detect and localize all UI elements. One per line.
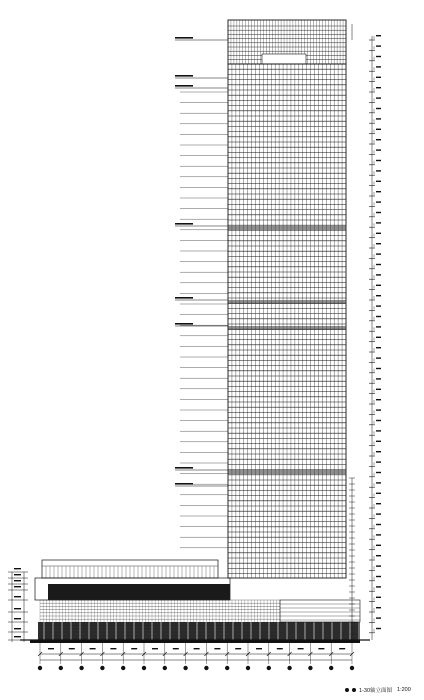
dim-label-glyph	[376, 305, 381, 306]
grid-dim-label-glyph	[194, 648, 200, 649]
grid-dim-label-glyph	[339, 648, 345, 649]
axis-bubble-icon	[204, 666, 208, 670]
dim-label-glyph	[376, 472, 381, 473]
dim-label-glyph	[376, 222, 381, 223]
grid-dim-label-glyph	[173, 648, 179, 649]
axis-bubble-icon	[287, 666, 291, 670]
level-marker-tag	[175, 75, 193, 77]
drawing-title-block	[345, 684, 411, 696]
axis-bubble-icon	[163, 666, 167, 670]
level-marker-tag	[175, 223, 193, 225]
axis-bubble-icon	[329, 666, 333, 670]
axis-bubble-icon	[267, 666, 271, 670]
axis-bubble-icon	[142, 666, 146, 670]
podium-ground-glazing	[38, 622, 360, 640]
crown-opening	[262, 54, 306, 64]
axis-bubble-icon	[352, 688, 356, 692]
tower-facade	[228, 20, 346, 578]
left-dim-label-glyph	[14, 628, 21, 629]
left-dim-label-glyph	[14, 568, 21, 569]
dim-label-glyph	[376, 378, 381, 379]
dim-label-glyph	[376, 513, 381, 514]
podium-facade	[20, 560, 370, 643]
dim-label-glyph	[376, 451, 381, 452]
tower-refuge-floor	[228, 470, 346, 474]
grid-dim-label-glyph	[69, 648, 75, 649]
grid-dim-label-glyph	[90, 648, 96, 649]
grid-dim-label-glyph	[214, 648, 220, 649]
dim-label-glyph	[376, 628, 381, 629]
dim-label-glyph	[376, 160, 381, 161]
left-dim-label-glyph	[14, 596, 21, 597]
axis-bubble-icon	[350, 666, 354, 670]
dim-label-glyph	[376, 35, 381, 36]
ground-slab	[30, 640, 360, 643]
dim-label-glyph	[376, 337, 381, 338]
dim-label-glyph	[376, 441, 381, 442]
dim-label-glyph	[376, 576, 381, 577]
dim-label-glyph	[376, 597, 381, 598]
dim-label-glyph	[376, 420, 381, 421]
left-level-leaders	[175, 37, 228, 548]
drawing-scale: 1:200	[397, 687, 411, 693]
tower-refuge-floor	[228, 226, 346, 230]
axis-bubble-icon	[79, 666, 83, 670]
dim-label-glyph	[376, 493, 381, 494]
dim-label-glyph	[376, 607, 381, 608]
grid-dim-label-glyph	[110, 648, 116, 649]
dim-label-glyph	[376, 181, 381, 182]
dim-label-glyph	[376, 555, 381, 556]
axis-bubble-icon	[38, 666, 42, 670]
axis-bubble-icon	[100, 666, 104, 670]
dim-label-glyph	[376, 461, 381, 462]
left-dim-label-glyph	[14, 586, 21, 587]
dim-label-glyph	[376, 264, 381, 265]
dim-label-glyph	[376, 66, 381, 67]
grid-axes	[38, 643, 354, 670]
dim-label-glyph	[376, 482, 381, 483]
dim-label-glyph	[376, 108, 381, 109]
dim-label-glyph	[376, 139, 381, 140]
dim-label-glyph	[376, 586, 381, 587]
level-marker-tag	[175, 483, 193, 485]
grid-dim-label-glyph	[277, 648, 283, 649]
dim-label-glyph	[376, 212, 381, 213]
tower-refuge-floor	[228, 300, 346, 304]
dim-label-glyph	[376, 368, 381, 369]
dim-label-glyph	[376, 253, 381, 254]
dim-label-glyph	[376, 201, 381, 202]
axis-bubble-icon	[59, 666, 63, 670]
grid-dim-label-glyph	[48, 648, 54, 649]
left-dim-label-glyph	[14, 580, 21, 581]
level-marker-tag	[175, 85, 193, 87]
dim-label-glyph	[376, 399, 381, 400]
axis-bubble-icon	[308, 666, 312, 670]
grid-dim-label-glyph	[298, 648, 304, 649]
dim-label-glyph	[376, 326, 381, 327]
axis-bubble-icon	[121, 666, 125, 670]
grid-dim-label-glyph	[152, 648, 158, 649]
level-marker-tag	[175, 37, 193, 39]
level-marker-tag	[175, 323, 193, 325]
grid-dim-label-glyph	[235, 648, 241, 649]
podium-tower-base	[280, 600, 360, 622]
grid-dim-label-glyph	[318, 648, 324, 649]
axis-bubble-icon	[345, 688, 349, 692]
dim-label-glyph	[376, 347, 381, 348]
dim-label-glyph	[376, 357, 381, 358]
dim-label-glyph	[376, 565, 381, 566]
dim-label-glyph	[376, 409, 381, 410]
grid-dim-label-glyph	[131, 648, 137, 649]
dim-label-glyph	[376, 534, 381, 535]
axis-bubble-icon	[246, 666, 250, 670]
right-dimension-chain	[349, 24, 381, 640]
dim-label-glyph	[376, 274, 381, 275]
dim-label-glyph	[376, 87, 381, 88]
dim-label-glyph	[376, 617, 381, 618]
dim-label-glyph	[376, 77, 381, 78]
dim-label-glyph	[376, 295, 381, 296]
dim-label-glyph	[376, 170, 381, 171]
tower-refuge-floor	[228, 326, 346, 330]
dim-label-glyph	[376, 545, 381, 546]
dim-label-glyph	[376, 118, 381, 119]
dim-label-glyph	[376, 316, 381, 317]
left-dim-label-glyph	[14, 636, 21, 637]
level-marker-tag	[175, 297, 193, 299]
drawing-title: 1-30轴立面图	[359, 688, 393, 694]
grid-dim-label-glyph	[256, 648, 262, 649]
left-dim-label-glyph	[14, 574, 21, 575]
dim-label-glyph	[376, 243, 381, 244]
dim-label-glyph	[376, 524, 381, 525]
axis-bubble-icon	[183, 666, 187, 670]
left-dim-label-glyph	[14, 618, 21, 619]
dim-label-glyph	[376, 56, 381, 57]
dim-label-glyph	[376, 97, 381, 98]
dim-label-glyph	[376, 129, 381, 130]
dim-label-glyph	[376, 430, 381, 431]
dim-label-glyph	[376, 149, 381, 150]
level-marker-tag	[175, 467, 193, 469]
dim-label-glyph	[376, 191, 381, 192]
dim-label-glyph	[376, 503, 381, 504]
left-dim-label-glyph	[14, 608, 21, 609]
axis-bubble-icon	[225, 666, 229, 670]
dim-label-glyph	[376, 233, 381, 234]
podium-dark-glazing	[48, 584, 230, 600]
dim-label-glyph	[376, 45, 381, 46]
tower-crown	[228, 20, 346, 64]
dim-label-glyph	[376, 285, 381, 286]
left-dimension-chain	[8, 568, 28, 642]
dim-label-glyph	[376, 389, 381, 390]
